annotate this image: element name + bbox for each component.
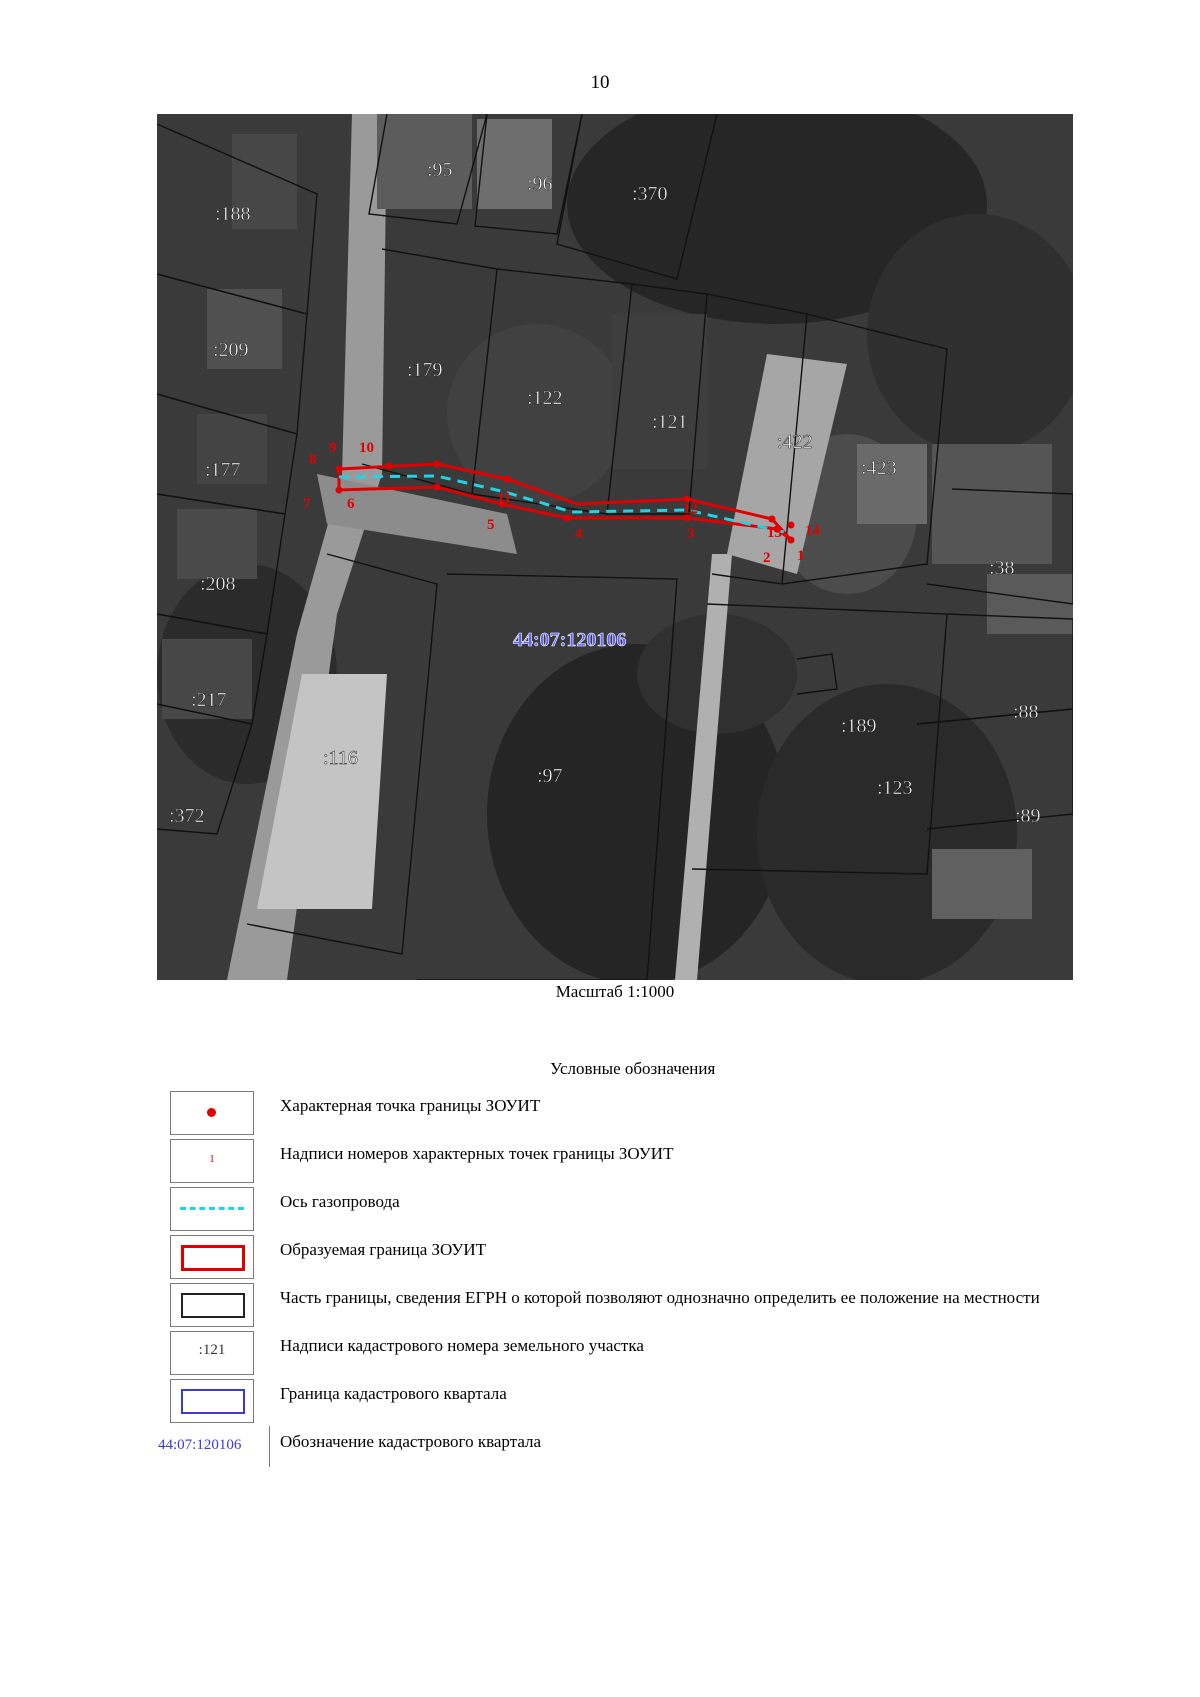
legend-symbol-box (170, 1187, 254, 1231)
point-label: 1 (797, 548, 805, 564)
point-13 (769, 516, 776, 523)
legend-symbol-box (170, 1139, 254, 1183)
point-6 (434, 484, 441, 491)
parcel-label: :189 (841, 715, 877, 737)
parcel-label: :121 (652, 411, 688, 433)
parcel-label: :370 (632, 183, 668, 205)
cyan-dashed-line-icon (180, 1207, 244, 1210)
point-4 (564, 515, 571, 522)
parcel-label: :123 (877, 777, 913, 799)
legend-title: Условные обозначения (550, 1059, 716, 1078)
legend-item-text: Часть границы, сведения ЕГРН о которой позволяют однозначно определить ее положение на местности (280, 1288, 1040, 1307)
point-7 (336, 487, 343, 494)
parcel-label: :422 (777, 431, 813, 453)
point-number-sample: 1 (209, 1153, 215, 1165)
parcel-label: :88 (1013, 701, 1039, 723)
red-dot-icon (207, 1108, 216, 1117)
legend-item-text: Граница кадастрового квартала (280, 1384, 507, 1403)
legend-symbol-box (170, 1379, 254, 1423)
point-11 (504, 476, 511, 483)
point-label: 7 (303, 496, 311, 512)
legend-symbol-box (170, 1331, 254, 1375)
point-9 (386, 463, 393, 470)
point-label: 4 (575, 526, 583, 542)
point-label: 14 (805, 523, 820, 539)
legend-symbol-box (170, 1235, 254, 1279)
quarter-label: 44:07:120106 (513, 629, 627, 651)
legend-item-text: Ось газопровода (280, 1192, 400, 1211)
parcel-label: :116 (323, 747, 358, 769)
parcel-label: :97 (537, 765, 563, 787)
blue-rectangle-icon (181, 1389, 245, 1414)
point-label: 9 (329, 440, 337, 456)
divider (269, 1426, 270, 1467)
parcel-label: :177 (205, 459, 241, 481)
page-number: 10 (590, 72, 610, 93)
point-label: 10 (359, 440, 374, 456)
map-scale: Масштаб 1:1000 (555, 982, 675, 1001)
parcel-label: :179 (407, 359, 443, 381)
point-1 (788, 537, 795, 544)
satellite-map-svg (157, 114, 1073, 980)
point-label: 8 (309, 452, 317, 468)
parcel-label: :217 (191, 689, 227, 711)
black-rectangle-icon (181, 1293, 245, 1318)
point-label: 13 (767, 525, 782, 541)
point-14 (788, 522, 795, 529)
parcel-label: :372 (169, 805, 205, 827)
parcel-label: :423 (861, 457, 897, 479)
point-10 (434, 461, 441, 468)
point-label: 11 (497, 490, 512, 506)
legend-item-text: Надписи номеров характерных точек границы ЗОУИТ (280, 1144, 674, 1163)
legend-symbol-box (170, 1283, 254, 1327)
point-label: 6 (347, 496, 355, 512)
parcel-label: :209 (213, 339, 249, 361)
point-label: 12 (683, 501, 698, 517)
quarter-label-sample: 44:07:120106 (158, 1437, 242, 1453)
parcel-label: :208 (200, 573, 236, 595)
parcel-label: :188 (215, 203, 251, 225)
parcel-label: :38 (989, 557, 1015, 579)
legend-symbol-box (170, 1091, 254, 1135)
legend-item-text: Обозначение кадастрового квартала (280, 1432, 542, 1451)
point-8 (336, 466, 343, 473)
parcel-label: :95 (427, 159, 453, 181)
parcel-label: :89 (1015, 805, 1041, 827)
point-label: 3 (687, 526, 695, 542)
legend-item-text: Характерная точка границы ЗОУИТ (280, 1096, 541, 1115)
cadastral-number-sample: :121 (198, 1342, 226, 1358)
point-label: 5 (487, 517, 495, 533)
legend-item-text: Образуемая граница ЗОУИТ (280, 1240, 487, 1259)
red-rectangle-icon (181, 1245, 245, 1271)
parcel-label: :122 (527, 387, 563, 409)
legend-item-text: Надписи кадастрового номера земельного участка (280, 1336, 644, 1355)
parcel-label: :96 (527, 173, 553, 195)
cadastral-map[interactable] (157, 114, 1073, 980)
point-label: 2 (763, 550, 771, 566)
